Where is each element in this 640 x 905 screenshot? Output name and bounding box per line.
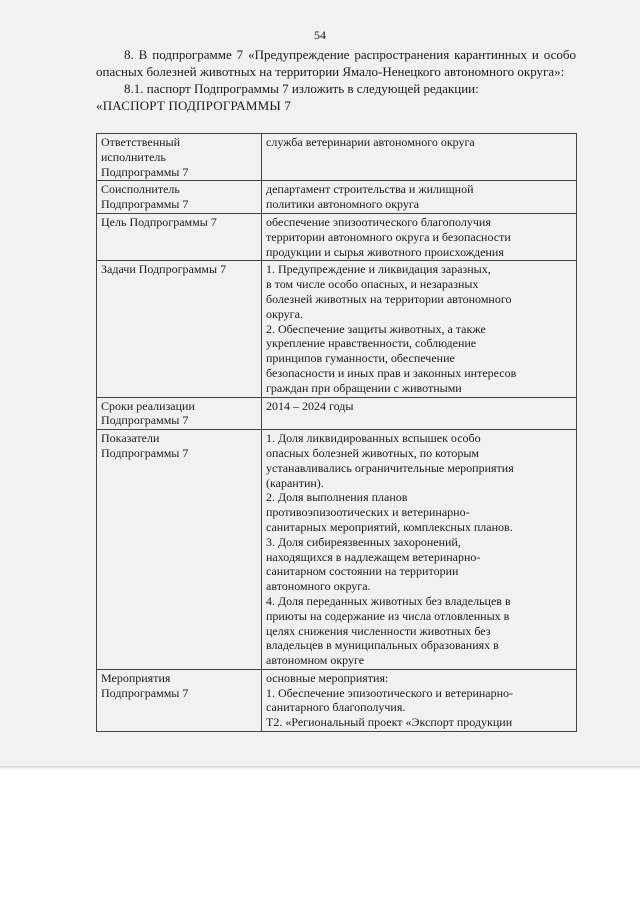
table-row bbox=[97, 134, 577, 181]
row-value-line: автономного округа. bbox=[266, 579, 371, 594]
row-value-cell bbox=[262, 669, 577, 731]
row-label-cell bbox=[97, 181, 262, 214]
table-row bbox=[97, 430, 577, 670]
row-label-line: Подпрограммы 7 bbox=[101, 413, 189, 428]
row-value-line: принципов гуманности, обеспечение bbox=[266, 351, 455, 366]
row-label-line: исполнитель bbox=[101, 149, 166, 164]
row-value-line: 2. Обеспечение защиты животных, а также bbox=[266, 321, 486, 336]
table-row bbox=[97, 669, 577, 731]
row-label-line: Соисполнитель bbox=[101, 182, 180, 197]
row-value-cell bbox=[262, 181, 577, 214]
row-label-line: Подпрограммы 7 bbox=[101, 164, 189, 179]
row-value-line: 1. Доля ликвидированных вспышек особо bbox=[266, 431, 481, 446]
row-value-cell bbox=[262, 134, 577, 181]
row-label-cell bbox=[97, 669, 262, 731]
row-value-line: основные мероприятия: bbox=[266, 670, 389, 685]
row-value-line: округа. bbox=[266, 306, 303, 321]
row-value-line: приюты на содержание из числа отловленных в bbox=[266, 608, 510, 623]
scan-edge bbox=[0, 766, 640, 770]
paragraph-8-1: 8.1. паспорт Подпрограммы 7 изложить в следующей редакции: bbox=[124, 81, 479, 96]
passport-table bbox=[96, 133, 577, 732]
row-label-cell bbox=[97, 430, 262, 670]
row-value-line: санитарного благополучия. bbox=[266, 700, 406, 715]
row-value-line: служба ветеринарии автономного округа bbox=[266, 135, 475, 149]
row-value-line: безопасности и иных прав и законных интересов bbox=[266, 365, 517, 380]
row-value-line: противоэпизоотических и ветеринарно- bbox=[266, 505, 470, 520]
row-label-cell bbox=[97, 397, 262, 430]
row-label-cell bbox=[97, 134, 262, 181]
row-value-cell bbox=[262, 397, 577, 430]
row-value-line: граждан при обращении с животными bbox=[266, 380, 462, 395]
table-row bbox=[97, 181, 577, 214]
row-value-cell bbox=[262, 213, 577, 260]
passport-heading: «ПАСПОРТ ПОДПРОГРАММЫ 7 bbox=[96, 98, 292, 113]
row-label-line: Подпрограммы 7 bbox=[101, 685, 189, 700]
row-value-line: находящихся в надлежащем ветеринарно- bbox=[266, 549, 481, 564]
row-label-line: Ответственный bbox=[101, 135, 181, 149]
row-value-line: 1. Обеспечение эпизоотического и ветеринарно- bbox=[266, 685, 514, 700]
row-value-line: 2014 – 2024 годы bbox=[266, 398, 354, 413]
row-value-line: 2. Доля выполнения планов bbox=[266, 490, 408, 505]
row-value-line: автономном округе bbox=[266, 653, 365, 668]
row-value-line: продукции и сырья животного происхождения bbox=[266, 244, 504, 259]
passport-table-body bbox=[97, 134, 577, 732]
intro-text bbox=[96, 46, 576, 114]
row-value-cell bbox=[262, 261, 577, 397]
row-value-line: 3. Доля сибиреязвенных захоронений, bbox=[266, 534, 461, 549]
row-label-cell bbox=[97, 213, 262, 260]
table-row bbox=[97, 397, 577, 430]
row-value-line: территории автономного округа и безопасности bbox=[266, 229, 511, 244]
row-value-line: 4. Доля переданных животных без владельцев в bbox=[266, 593, 511, 608]
paragraph-8: 8. В подпрограмме 7 «Предупреждение распространения карантинных и особо опасных болезней животных на территории Ямало-Ненецкого автономного округа»: bbox=[96, 47, 576, 79]
row-value-line: укрепление нравственности, соблюдение bbox=[266, 336, 477, 351]
row-label-line: Подпрограммы 7 bbox=[101, 197, 189, 212]
row-value-line: владельцев в муниципальных образованиях в bbox=[266, 638, 499, 653]
row-value-line: обеспечение эпизоотического благополучия bbox=[266, 214, 491, 229]
row-value-line: целях снижения численности животных без bbox=[266, 623, 491, 638]
row-value-line: Т2. «Региональный проект «Экспорт продукции bbox=[266, 715, 513, 730]
row-value-line: 1. Предупреждение и ликвидация заразных, bbox=[266, 262, 491, 277]
row-label-line: Мероприятия bbox=[101, 670, 171, 685]
table-row bbox=[97, 213, 577, 260]
row-label-line: Сроки реализации bbox=[101, 398, 195, 413]
row-value-line: санитарном состоянии на территории bbox=[266, 564, 459, 579]
table-row bbox=[97, 261, 577, 397]
row-label-line: Показатели bbox=[101, 431, 160, 446]
row-value-line: департамент строительства и жилищной bbox=[266, 182, 474, 197]
page-number: 54 bbox=[314, 28, 326, 42]
row-value-line: (карантин). bbox=[266, 475, 324, 490]
row-value-cell bbox=[262, 430, 577, 670]
row-label-line: Задачи Подпрограммы 7 bbox=[101, 262, 227, 277]
row-label-line: Цель Подпрограммы 7 bbox=[101, 214, 217, 229]
row-value-line: опасных болезней животных, по которым bbox=[266, 445, 479, 460]
row-value-line: политики автономного округа bbox=[266, 197, 420, 212]
row-value-line: устанавливались ограничительные мероприятия bbox=[266, 460, 514, 475]
row-value-line: в том числе особо опасных, и незаразных bbox=[266, 277, 479, 292]
row-label-line: Подпрограммы 7 bbox=[101, 445, 189, 460]
row-value-line: санитарных мероприятий, комплексных планов. bbox=[266, 519, 513, 534]
row-value-line: болезней животных на территории автономного bbox=[266, 291, 512, 306]
row-label-cell bbox=[97, 261, 262, 397]
